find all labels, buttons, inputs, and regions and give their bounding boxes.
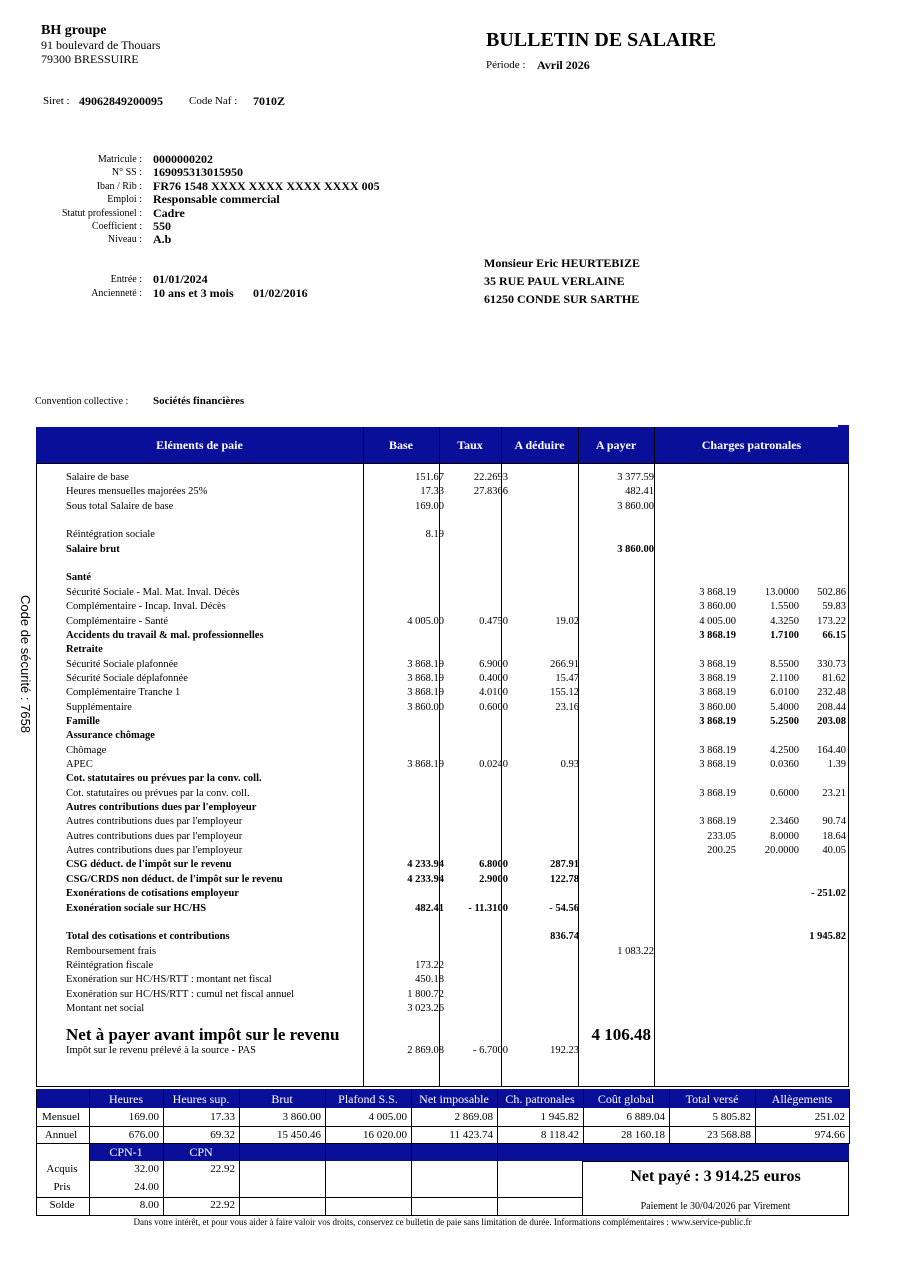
payslip-line <box>36 701 849 715</box>
recipient-street: 35 RUE PAUL VERLAINE <box>484 274 625 288</box>
employer-base: 3 868.19 <box>699 586 736 598</box>
summary-header: Heures sup. <box>172 1092 230 1106</box>
convention-label: Convention collective : <box>35 396 129 407</box>
cp-header: CPN <box>189 1145 213 1159</box>
line-label: Cot. statutaires ou prévues par la conv. coll. <box>66 773 262 785</box>
payslip-line <box>36 844 849 858</box>
line-deduction: 266.91 <box>550 658 579 670</box>
line-label: Retraite <box>66 644 103 656</box>
line-base: 3 868.19 <box>407 672 444 684</box>
line-label: Salaire de base <box>66 472 129 483</box>
line-base: 3 023.26 <box>407 1002 444 1014</box>
employer-rate: 20.0000 <box>764 845 799 857</box>
line-deduction: - 54.56 <box>549 902 579 914</box>
line-rate: 6.8000 <box>479 859 508 871</box>
cp-rule <box>36 1197 583 1198</box>
summary-divider <box>411 1089 412 1144</box>
line-label: Cot. statutaires ou prévues par la conv. coll. <box>66 787 250 799</box>
line-label: Sécurité Sociale - Mal. Mat. Inval. Décès <box>66 586 240 598</box>
cp-row-label: Pris <box>53 1181 71 1193</box>
summary-row-label: Mensuel <box>42 1111 80 1123</box>
line-label: Exonération sur HC/HS/RTT : cumul net fiscal annuel <box>66 988 295 1000</box>
employer-base: 3 868.19 <box>699 629 736 641</box>
summary-divider <box>669 1089 670 1144</box>
employer-amount: 1.39 <box>827 759 846 770</box>
cp-divider <box>163 1144 164 1216</box>
employee-field-value: Cadre <box>153 205 185 220</box>
line-label: Exonérations de cotisations employeur <box>66 888 239 900</box>
header-base: Base <box>389 438 413 452</box>
line-label: Sous total Salaire de base <box>66 500 174 512</box>
entry-label: Entrée : <box>110 274 142 285</box>
security-code: Code de sécurité : 7658 <box>18 595 33 734</box>
payslip-line <box>36 643 849 657</box>
period-value: Avril 2026 <box>537 58 590 72</box>
payslip-line <box>36 815 849 829</box>
employer-amount: 90.74 <box>822 816 846 828</box>
cp-divider <box>36 1144 37 1216</box>
line-rate: 6.9000 <box>479 658 508 670</box>
summary-divider <box>89 1089 90 1144</box>
header-tab-mark <box>838 425 849 428</box>
employer-amount: 164.40 <box>817 744 846 756</box>
summary-row-label: Annuel <box>44 1129 78 1141</box>
cp-n-value: 22.92 <box>210 1199 235 1211</box>
summary-value: 2 869.08 <box>454 1111 493 1123</box>
line-label: Sécurité Sociale déplafonnée <box>66 672 188 684</box>
line-label: Accidents du travail & mal. professionnelles <box>66 629 264 641</box>
summary-value: 3 860.00 <box>282 1111 321 1123</box>
cp-divider <box>89 1144 90 1216</box>
line-rate: 22.2693 <box>473 472 508 483</box>
summary-value: 169.00 <box>128 1111 159 1123</box>
employer-rate: 4.3250 <box>770 615 799 627</box>
line-label: Complémentaire - Santé <box>66 615 169 627</box>
summary-value: 676.00 <box>128 1129 159 1141</box>
employer-base: 4 005.00 <box>699 615 736 627</box>
line-rate: - 11.3100 <box>468 902 508 914</box>
employee-field-label: N° SS : <box>111 167 142 179</box>
line-label: Supplémentaire <box>66 701 132 713</box>
line-label: Autres contributions dues par l'employeur <box>66 830 243 842</box>
line-base: 1 800.72 <box>407 988 444 1000</box>
payslip-line <box>36 471 849 485</box>
line-base: 3 868.19 <box>407 687 444 699</box>
line-base: 151.67 <box>415 472 444 483</box>
pas-base: 2 869.08 <box>407 1045 444 1056</box>
payslip-line <box>36 715 849 729</box>
line-base: 4 005.00 <box>407 615 444 627</box>
employee-field-label: Emploi : <box>107 194 142 206</box>
employer-base: 3 868.19 <box>699 672 736 684</box>
employee-field-value: Responsable commercial <box>153 192 280 207</box>
company-name: BH groupe <box>41 23 107 38</box>
line-rate: 4.0100 <box>479 687 508 699</box>
net-before-tax-label: Net à payer avant impôt sur le revenu <box>66 1025 340 1044</box>
employer-base: 3 868.19 <box>699 759 736 770</box>
seniority-date: 01/02/2016 <box>253 286 308 300</box>
recipient-city: 61250 CONDE SUR SARTHE <box>484 292 640 306</box>
summary-header: Total versé <box>685 1092 739 1106</box>
employee-field-value: 0000000202 <box>153 152 213 166</box>
summary-divider <box>163 1089 164 1144</box>
employer-rate: 5.4000 <box>770 701 799 713</box>
employer-base: 3 860.00 <box>699 701 736 713</box>
summary-value: 974.66 <box>814 1129 845 1141</box>
employer-rate: 2.1100 <box>770 672 799 684</box>
convention-value: Sociétés financières <box>153 395 245 407</box>
line-payment: 3 860.00 <box>617 500 654 512</box>
cp-n-value: 22.92 <box>210 1163 235 1175</box>
summary-rule <box>36 1126 849 1127</box>
employer-amount: 1 945.82 <box>809 931 846 943</box>
employer-base: 3 868.19 <box>699 787 736 799</box>
header-underline <box>36 463 849 464</box>
employer-rate: 8.0000 <box>770 830 799 842</box>
line-label: Réintégration fiscale <box>66 959 154 971</box>
employee-field-value: FR76 1548 XXXX XXXX XXXX XXXX 005 <box>153 178 380 193</box>
employer-base: 200.25 <box>707 845 736 857</box>
line-base: 8.19 <box>425 529 444 541</box>
entry-date: 01/01/2024 <box>153 272 208 286</box>
payslip-line <box>36 600 849 614</box>
employee-field-value: 550 <box>153 219 171 233</box>
line-base: 3 868.19 <box>407 658 444 670</box>
seniority-label: Ancienneté : <box>91 288 142 299</box>
naf-label: Code Naf : <box>189 95 238 107</box>
payslip-line <box>36 858 849 872</box>
payslip-line <box>36 729 849 743</box>
line-label: Assurance chômage <box>66 730 155 742</box>
employer-amount: 330.73 <box>817 658 846 670</box>
line-base: 482.41 <box>415 902 444 914</box>
employer-amount: 208.44 <box>817 701 846 713</box>
line-label: CSG/CRDS non déduct. de l'impôt sur le revenu <box>66 873 283 885</box>
line-rate: 27.8366 <box>473 486 508 498</box>
line-label: Sécurité Sociale plafonnée <box>66 658 178 670</box>
payslip-line <box>36 916 849 930</box>
summary-divider <box>497 1089 498 1144</box>
line-deduction: 19.02 <box>555 615 579 627</box>
line-label: Famille <box>66 715 100 727</box>
payslip-line <box>36 686 849 700</box>
line-deduction: 287.91 <box>550 859 579 871</box>
payslip-line <box>36 629 849 643</box>
cp-n1-value: 8.00 <box>139 1199 159 1211</box>
employer-amount: 18.64 <box>822 830 846 842</box>
payslip-line <box>36 744 849 758</box>
line-rate: 0.0240 <box>479 759 508 770</box>
line-label: Chômage <box>66 744 107 756</box>
payslip-line <box>36 973 849 987</box>
cp-divider <box>497 1144 498 1216</box>
summary-value: 251.02 <box>814 1111 845 1123</box>
employer-base: 3 868.19 <box>699 816 736 828</box>
summary-value: 15 450.46 <box>277 1129 321 1141</box>
employee-field-value: A.b <box>153 232 172 247</box>
summary-value: 5 805.82 <box>712 1111 751 1123</box>
line-payment: 482.41 <box>625 486 654 498</box>
line-label: Autres contributions dues par l'employeur <box>66 845 243 857</box>
line-rate: 0.4750 <box>479 615 508 627</box>
employer-rate: 2.3460 <box>770 816 799 828</box>
summary-header: Plafond S.S. <box>338 1092 398 1106</box>
cp-n1-value: 32.00 <box>134 1163 159 1175</box>
payslip-line <box>36 959 849 973</box>
payslip-line <box>36 615 849 629</box>
summary-header: Net imposable <box>419 1092 489 1106</box>
header-elements: Eléments de paie <box>156 438 243 452</box>
employer-amount: 81.62 <box>822 672 846 684</box>
summary-header: Allègements <box>771 1092 833 1106</box>
line-label: Montant net social <box>66 1002 145 1014</box>
line-base: 4 233.94 <box>407 873 444 885</box>
employee-field-label: Iban / Rib : <box>96 180 142 192</box>
line-base: 169.00 <box>415 500 444 512</box>
line-base: 4 233.94 <box>407 859 444 871</box>
cp-divider <box>325 1144 326 1216</box>
payslip-line <box>36 801 849 815</box>
line-label: Autres contributions dues par l'employeur <box>66 802 257 814</box>
line-deduction: 23.16 <box>555 701 579 713</box>
company-address-line1: 91 boulevard de Thouars <box>41 38 161 52</box>
cp-divider <box>239 1144 240 1216</box>
payslip-line <box>36 988 849 1002</box>
line-label: Réintégration sociale <box>66 529 155 541</box>
employee-field-label: Matricule : <box>97 154 142 165</box>
cp-header: CPN-1 <box>109 1145 143 1159</box>
employer-amount: 66.15 <box>822 629 846 641</box>
cp-row-label: Solde <box>49 1199 75 1211</box>
employer-rate: 0.6000 <box>770 787 799 799</box>
employer-amount: 203.08 <box>817 715 846 727</box>
line-label: Salaire brut <box>66 543 120 555</box>
summary-header: Brut <box>271 1092 293 1106</box>
line-label: Complémentaire - Incap. Inval. Décès <box>66 601 226 613</box>
line-rate: 0.4000 <box>479 672 508 684</box>
payslip-line <box>36 528 849 542</box>
summary-divider <box>36 1089 37 1144</box>
summary-header: Ch. patronales <box>505 1092 575 1106</box>
employer-rate: 4.2500 <box>770 744 799 756</box>
payslip-line <box>36 887 849 901</box>
line-base: 3 860.00 <box>407 701 444 713</box>
line-payment: 3 377.59 <box>617 472 654 483</box>
employer-amount: 59.83 <box>822 601 846 613</box>
summary-value: 4 005.00 <box>368 1111 407 1123</box>
line-deduction: 155.12 <box>550 687 579 699</box>
payslip-line <box>36 873 849 887</box>
payslip-line <box>36 514 849 528</box>
cp-row-label: Acquis <box>46 1163 78 1175</box>
employer-base: 3 868.19 <box>699 658 736 670</box>
header-payer: A payer <box>595 438 637 452</box>
summary-value: 69.32 <box>210 1129 235 1141</box>
line-base: 173.22 <box>415 959 444 971</box>
summary-value: 16 020.00 <box>363 1129 407 1141</box>
line-label: Autres contributions dues par l'employeur <box>66 816 243 828</box>
company-address-line2: 79300 BRESSUIRE <box>41 52 139 66</box>
employer-base: 3 860.00 <box>699 601 736 613</box>
payslip-line <box>36 571 849 585</box>
employer-amount: 173.22 <box>817 615 846 627</box>
line-deduction: 122.78 <box>550 873 579 885</box>
payslip-line <box>36 485 849 499</box>
recipient-name: Monsieur Eric HEURTEBIZE <box>484 256 641 270</box>
payslip-line <box>36 1002 849 1016</box>
line-deduction: 15.47 <box>555 672 579 684</box>
employer-rate: 1.7100 <box>770 629 799 641</box>
payslip-line <box>36 945 849 959</box>
line-rate: 2.9000 <box>479 873 508 885</box>
line-label: Total des cotisations et contributions <box>66 931 230 943</box>
pas-label: Impôt sur le revenu prélevé à la source - PAS <box>66 1045 257 1056</box>
payslip-line <box>36 557 849 571</box>
payslip-line <box>36 658 849 672</box>
employer-amount: 40.05 <box>822 845 846 857</box>
siret-label: Siret : <box>43 95 70 107</box>
line-label: Exonération sur HC/HS/RTT : montant net fiscal <box>66 974 272 986</box>
summary-divider <box>755 1089 756 1144</box>
line-label: Santé <box>66 572 92 584</box>
employee-field-label: Statut professionel : <box>62 207 142 219</box>
employer-amount: 23.21 <box>822 787 846 799</box>
net-before-tax-value: 4 106.48 <box>591 1025 651 1044</box>
employer-base: 3 868.19 <box>699 744 736 756</box>
summary-value: 1 945.82 <box>540 1111 579 1123</box>
header-charges: Charges patronales <box>701 438 802 452</box>
employer-amount: 232.48 <box>817 687 846 699</box>
summary-header: Coût global <box>597 1092 655 1106</box>
employee-field-label: Coefficient : <box>91 221 142 232</box>
employer-base: 3 868.19 <box>699 715 736 727</box>
summary-value: 17.33 <box>210 1111 235 1123</box>
footer-note: Dans votre intérêt, et pour vous aider à faire valoir vos droits, conservez ce bulletin de paie sans limitation de durée. Informations complémentaires : www.service-public.fr <box>133 1217 752 1227</box>
line-label: Complémentaire Tranche 1 <box>66 687 181 699</box>
employer-rate: 0.0360 <box>770 759 799 770</box>
summary-divider <box>325 1089 326 1144</box>
summary-value: 23 568.88 <box>707 1129 751 1141</box>
employer-rate: 5.2500 <box>770 715 799 727</box>
payslip-line <box>36 830 849 844</box>
employer-amount: 502.86 <box>817 586 846 598</box>
employee-field-label: Niveau : <box>107 234 142 246</box>
summary-value: 8 118.42 <box>540 1129 579 1141</box>
payslip-line <box>36 500 849 514</box>
employer-rate: 1.5500 <box>770 601 799 613</box>
siret-value: 49062849200095 <box>79 94 163 108</box>
line-label: Exonération sociale sur HC/HS <box>66 902 207 914</box>
payslip-line <box>36 902 849 916</box>
summary-value: 11 423.74 <box>449 1129 493 1141</box>
line-deduction: 836.74 <box>550 931 579 943</box>
seniority-value: 10 ans et 3 mois <box>153 286 234 300</box>
period-label: Période : <box>486 59 526 71</box>
employer-base: 3 868.19 <box>699 687 736 699</box>
employer-rate: 13.0000 <box>764 586 799 598</box>
payslip-line <box>36 586 849 600</box>
payslip-line <box>36 543 849 557</box>
header-taux: Taux <box>457 438 483 452</box>
header-deduire: A déduire <box>514 438 565 452</box>
line-label: Heures mensuelles majorées 25% <box>66 486 208 498</box>
net-paid: Net payé : 3 914.25 euros <box>630 1168 801 1185</box>
naf-value: 7010Z <box>253 94 286 108</box>
payment-info: Paiement le 30/04/2026 par Virement <box>640 1201 791 1212</box>
line-payment: 3 860.00 <box>617 543 654 555</box>
document-title: BULLETIN DE SALAIRE <box>486 29 717 51</box>
line-label: APEC <box>66 759 93 770</box>
employer-amount: - 251.02 <box>811 888 846 900</box>
summary-divider <box>239 1089 240 1144</box>
cp-divider <box>411 1144 412 1216</box>
summary-divider <box>583 1089 584 1144</box>
line-label: CSG déduct. de l'impôt sur le revenu <box>66 859 232 871</box>
summary-value: 28 160.18 <box>621 1129 665 1141</box>
cp-n1-value: 24.00 <box>134 1181 159 1193</box>
summary-divider <box>849 1089 850 1144</box>
employee-field-value: 169095313015950 <box>153 165 243 180</box>
payslip-line <box>36 758 849 772</box>
payslip-line <box>36 772 849 786</box>
line-base: 450.18 <box>415 974 444 986</box>
payslip-line <box>36 787 849 801</box>
line-deduction: 0.93 <box>560 759 579 770</box>
employer-rate: 8.5500 <box>770 658 799 670</box>
pas-taux: - 6.7000 <box>473 1045 508 1056</box>
cp-rule <box>36 1215 583 1216</box>
line-rate: 0.6000 <box>479 701 508 713</box>
line-label: Remboursement frais <box>66 945 157 957</box>
payslip-line <box>36 672 849 686</box>
line-base: 17.33 <box>420 486 444 498</box>
summary-value: 6 889.04 <box>626 1111 665 1123</box>
employer-base: 233.05 <box>707 830 736 842</box>
summary-header: Heures <box>109 1092 143 1106</box>
employer-rate: 6.0100 <box>770 687 799 699</box>
line-base: 3 868.19 <box>407 759 444 770</box>
payslip-line <box>36 930 849 944</box>
pas-row <box>36 1044 849 1058</box>
line-payment: 1 083.22 <box>617 945 654 957</box>
pas-deduction: 192.23 <box>550 1045 579 1056</box>
